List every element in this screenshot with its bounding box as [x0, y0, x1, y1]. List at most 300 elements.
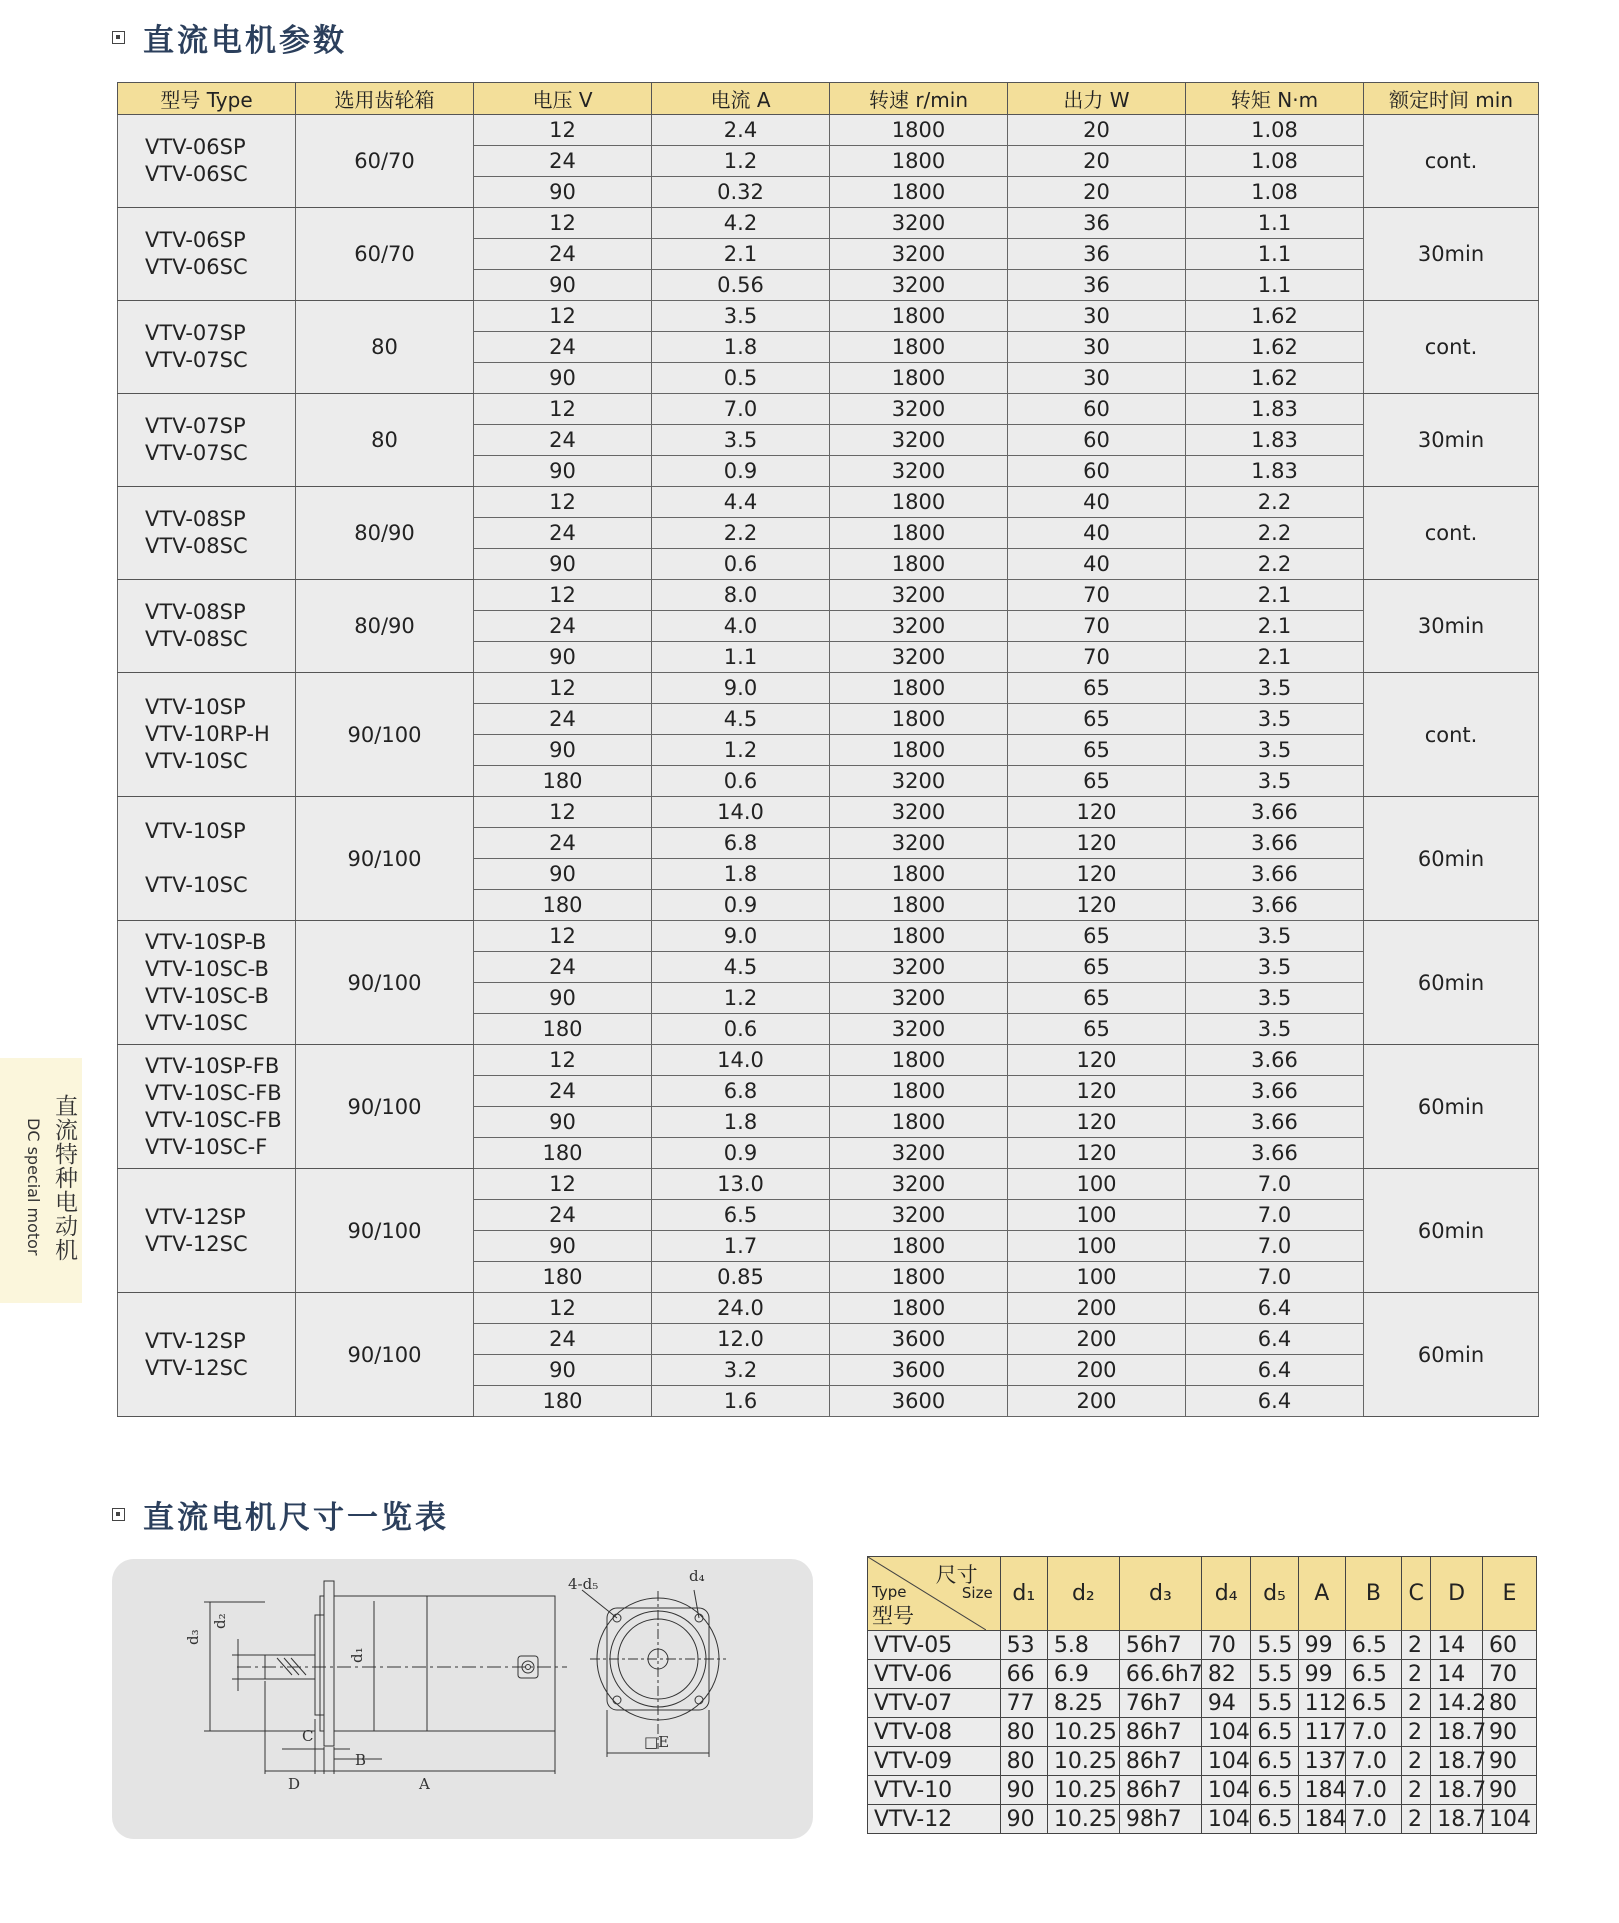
side-tab-english: DC special motor	[24, 1118, 43, 1256]
value-cell: 12	[474, 1169, 652, 1200]
value-cell: 36	[1008, 270, 1186, 301]
table-row	[868, 1805, 1537, 1834]
value-cell: 24	[474, 828, 652, 859]
value-cell: 9.0	[652, 921, 830, 952]
value-cell: 65	[1008, 1014, 1186, 1045]
table-header-row	[868, 1557, 1537, 1631]
value-cell: 90	[1482, 1776, 1536, 1805]
side-view-drawing	[184, 1581, 567, 1793]
table-row	[868, 1776, 1537, 1805]
value-cell: 90	[474, 735, 652, 766]
value-cell: 120	[1008, 828, 1186, 859]
value-cell: 1.8	[652, 332, 830, 363]
value-cell: 3.5	[1186, 704, 1364, 735]
value-cell: 99	[1298, 1660, 1345, 1689]
value-cell: 3.66	[1186, 797, 1364, 828]
value-cell: 104	[1201, 1718, 1250, 1747]
value-cell: 1800	[830, 518, 1008, 549]
value-cell: 30	[1008, 332, 1186, 363]
value-cell: 3.66	[1186, 1045, 1364, 1076]
square-bullet-icon	[112, 31, 125, 44]
value-cell: 12	[474, 673, 652, 704]
gearbox-cell: 90/100	[296, 673, 474, 797]
value-cell: 1800	[830, 146, 1008, 177]
value-cell: 7.0	[1345, 1776, 1401, 1805]
value-cell: 137	[1298, 1747, 1345, 1776]
value-cell: 56h7	[1119, 1631, 1201, 1660]
value-cell: 70	[1482, 1660, 1536, 1689]
table-row	[118, 580, 1539, 611]
value-cell: 104	[1201, 1747, 1250, 1776]
table-row	[868, 1660, 1537, 1689]
value-cell: 10.25	[1047, 1776, 1119, 1805]
value-cell: 12.0	[652, 1324, 830, 1355]
type-cell: VTV-09	[868, 1747, 1001, 1776]
value-cell: 2	[1402, 1776, 1431, 1805]
value-cell: 60	[1008, 456, 1186, 487]
value-cell: 120	[1008, 797, 1186, 828]
column-header: d₂	[1047, 1557, 1119, 1631]
value-cell: 3200	[830, 1014, 1008, 1045]
column-header: A	[1298, 1557, 1345, 1631]
value-cell: 90	[474, 642, 652, 673]
value-cell: 3200	[830, 952, 1008, 983]
type-cell: VTV-12	[868, 1805, 1001, 1834]
value-cell: 24	[474, 518, 652, 549]
value-cell: 3.5	[1186, 673, 1364, 704]
model-cell: VTV-10SP-FB VTV-10SC-FB VTV-10SC-FB VTV-10SC-F	[118, 1045, 296, 1169]
section-title-dimensions	[112, 1492, 449, 1537]
value-cell: 12	[474, 208, 652, 239]
value-cell: 2.1	[652, 239, 830, 270]
table-row	[118, 115, 1539, 146]
value-cell: 90	[474, 456, 652, 487]
value-cell: 13.0	[652, 1169, 830, 1200]
value-cell: 1800	[830, 115, 1008, 146]
value-cell: 120	[1008, 1107, 1186, 1138]
value-cell: 77	[1000, 1689, 1047, 1718]
value-cell: 1800	[830, 704, 1008, 735]
value-cell: 117	[1298, 1718, 1345, 1747]
value-cell: 1.7	[652, 1231, 830, 1262]
table-row	[868, 1689, 1537, 1718]
value-cell: 6.5	[1345, 1660, 1401, 1689]
value-cell: 24	[474, 704, 652, 735]
column-header: E	[1482, 1557, 1536, 1631]
value-cell: 3.2	[652, 1355, 830, 1386]
value-cell: 180	[474, 890, 652, 921]
value-cell: 7.0	[652, 394, 830, 425]
value-cell: 24	[474, 1200, 652, 1231]
value-cell: 7.0	[1186, 1262, 1364, 1293]
column-header: D	[1431, 1557, 1483, 1631]
table-row	[118, 487, 1539, 518]
value-cell: 24	[474, 425, 652, 456]
value-cell: 3.5	[1186, 1014, 1364, 1045]
gearbox-cell: 90/100	[296, 921, 474, 1045]
value-cell: 3.5	[1186, 766, 1364, 797]
value-cell: 100	[1008, 1262, 1186, 1293]
value-cell: 65	[1008, 735, 1186, 766]
value-cell: 0.6	[652, 1014, 830, 1045]
rated-time-cell: 60min	[1364, 1293, 1539, 1417]
value-cell: 0.85	[652, 1262, 830, 1293]
value-cell: 2.1	[1186, 642, 1364, 673]
table-row	[118, 208, 1539, 239]
value-cell: 24	[474, 611, 652, 642]
value-cell: 14.0	[652, 1045, 830, 1076]
value-cell: 80	[1000, 1718, 1047, 1747]
value-cell: 20	[1008, 115, 1186, 146]
gearbox-cell: 90/100	[296, 797, 474, 921]
value-cell: 3.66	[1186, 1107, 1364, 1138]
value-cell: 3200	[830, 797, 1008, 828]
value-cell: 60	[1008, 394, 1186, 425]
label-d1: d₁	[348, 1647, 366, 1663]
value-cell: 3200	[830, 1138, 1008, 1169]
value-cell: 1.1	[652, 642, 830, 673]
value-cell: 100	[1008, 1231, 1186, 1262]
value-cell: 90	[474, 859, 652, 890]
model-cell: VTV-10SP-B VTV-10SC-B VTV-10SC-B VTV-10SC	[118, 921, 296, 1045]
value-cell: 36	[1008, 208, 1186, 239]
value-cell: 1.62	[1186, 363, 1364, 394]
value-cell: 120	[1008, 1045, 1186, 1076]
value-cell: 53	[1000, 1631, 1047, 1660]
value-cell: 1800	[830, 1293, 1008, 1324]
value-cell: 3200	[830, 239, 1008, 270]
value-cell: 2.2	[652, 518, 830, 549]
value-cell: 6.5	[1251, 1776, 1298, 1805]
model-cell: VTV-10SP VTV-10SC	[118, 797, 296, 921]
value-cell: 104	[1201, 1776, 1250, 1805]
value-cell: 0.6	[652, 766, 830, 797]
section-title-text: 直流电机尺寸一览表	[143, 1500, 449, 1536]
column-header: 选用齿轮箱	[296, 83, 474, 115]
value-cell: 184	[1298, 1776, 1345, 1805]
column-header: 转矩 N·m	[1186, 83, 1364, 115]
table-row	[868, 1718, 1537, 1747]
value-cell: 1.83	[1186, 394, 1364, 425]
value-cell: 180	[474, 1262, 652, 1293]
value-cell: 1800	[830, 1262, 1008, 1293]
value-cell: 3.5	[1186, 921, 1364, 952]
table-row	[118, 921, 1539, 952]
table-row	[118, 1045, 1539, 1076]
value-cell: 65	[1008, 952, 1186, 983]
value-cell: 90	[1482, 1747, 1536, 1776]
model-cell: VTV-08SP VTV-08SC	[118, 580, 296, 673]
value-cell: 12	[474, 487, 652, 518]
value-cell: 180	[474, 1014, 652, 1045]
value-cell: 3.66	[1186, 1138, 1364, 1169]
value-cell: 1.1	[1186, 270, 1364, 301]
value-cell: 6.5	[1251, 1718, 1298, 1747]
side-category-tab	[0, 1058, 82, 1303]
value-cell: 86h7	[1119, 1747, 1201, 1776]
value-cell: 0.6	[652, 549, 830, 580]
value-cell: 10.25	[1047, 1718, 1119, 1747]
table-row	[118, 1169, 1539, 1200]
value-cell: 5.5	[1251, 1631, 1298, 1660]
column-header: C	[1402, 1557, 1431, 1631]
value-cell: 120	[1008, 1076, 1186, 1107]
value-cell: 12	[474, 1045, 652, 1076]
value-cell: 14	[1431, 1660, 1483, 1689]
value-cell: 12	[474, 580, 652, 611]
value-cell: 65	[1008, 673, 1186, 704]
value-cell: 6.8	[652, 828, 830, 859]
value-cell: 1800	[830, 363, 1008, 394]
gearbox-cell: 80	[296, 301, 474, 394]
value-cell: 3.5	[1186, 735, 1364, 766]
value-cell: 2	[1402, 1805, 1431, 1834]
column-header: 电压 V	[474, 83, 652, 115]
value-cell: 6.5	[652, 1200, 830, 1231]
corner-header	[868, 1557, 1001, 1631]
value-cell: 4.0	[652, 611, 830, 642]
gearbox-cell: 90/100	[296, 1045, 474, 1169]
column-header: 出力 W	[1008, 83, 1186, 115]
value-cell: 1.62	[1186, 301, 1364, 332]
square-bullet-icon	[112, 1508, 125, 1521]
value-cell: 20	[1008, 177, 1186, 208]
column-header: B	[1345, 1557, 1401, 1631]
value-cell: 65	[1008, 766, 1186, 797]
value-cell: 3.66	[1186, 828, 1364, 859]
model-cell: VTV-07SP VTV-07SC	[118, 394, 296, 487]
value-cell: 65	[1008, 921, 1186, 952]
value-cell: 1.2	[652, 983, 830, 1014]
table-row	[118, 394, 1539, 425]
type-cell: VTV-10	[868, 1776, 1001, 1805]
rated-time-cell: 60min	[1364, 1045, 1539, 1169]
value-cell: 12	[474, 394, 652, 425]
value-cell: 4.5	[652, 952, 830, 983]
value-cell: 3600	[830, 1386, 1008, 1417]
value-cell: 90	[474, 1231, 652, 1262]
value-cell: 90	[474, 983, 652, 1014]
value-cell: 8.25	[1047, 1689, 1119, 1718]
type-cell: VTV-07	[868, 1689, 1001, 1718]
value-cell: 2	[1402, 1747, 1431, 1776]
motor-parameters-table	[117, 82, 1539, 1417]
value-cell: 90	[474, 270, 652, 301]
value-cell: 6.5	[1251, 1747, 1298, 1776]
value-cell: 0.9	[652, 1138, 830, 1169]
value-cell: 2	[1402, 1660, 1431, 1689]
value-cell: 1.83	[1186, 456, 1364, 487]
value-cell: 1800	[830, 549, 1008, 580]
column-header: d₄	[1201, 1557, 1250, 1631]
value-cell: 0.9	[652, 456, 830, 487]
value-cell: 100	[1008, 1200, 1186, 1231]
value-cell: 2	[1402, 1631, 1431, 1660]
value-cell: 90	[1000, 1776, 1047, 1805]
gearbox-cell: 80	[296, 394, 474, 487]
section-title-params	[112, 15, 347, 60]
value-cell: 40	[1008, 518, 1186, 549]
value-cell: 200	[1008, 1293, 1186, 1324]
column-header: 转速 r/min	[830, 83, 1008, 115]
value-cell: 180	[474, 766, 652, 797]
value-cell: 3200	[830, 456, 1008, 487]
value-cell: 1.62	[1186, 332, 1364, 363]
value-cell: 120	[1008, 859, 1186, 890]
value-cell: 90	[474, 1107, 652, 1138]
value-cell: 104	[1482, 1805, 1536, 1834]
value-cell: 80	[1000, 1747, 1047, 1776]
value-cell: 80	[1482, 1689, 1536, 1718]
label-b: B	[355, 1751, 367, 1769]
value-cell: 2	[1402, 1689, 1431, 1718]
value-cell: 2.2	[1186, 518, 1364, 549]
value-cell: 1800	[830, 921, 1008, 952]
value-cell: 4.5	[652, 704, 830, 735]
gearbox-cell: 90/100	[296, 1293, 474, 1417]
value-cell: 1800	[830, 1231, 1008, 1262]
rated-time-cell: 30min	[1364, 580, 1539, 673]
value-cell: 2.1	[1186, 580, 1364, 611]
value-cell: 65	[1008, 983, 1186, 1014]
rated-time-cell: 30min	[1364, 208, 1539, 301]
value-cell: 7.0	[1186, 1200, 1364, 1231]
value-cell: 3200	[830, 208, 1008, 239]
value-cell: 3200	[830, 425, 1008, 456]
value-cell: 24	[474, 146, 652, 177]
rated-time-cell: 60min	[1364, 1169, 1539, 1293]
column-header: d₁	[1000, 1557, 1047, 1631]
value-cell: 7.0	[1186, 1169, 1364, 1200]
section-title-text: 直流电机参数	[143, 23, 347, 59]
value-cell: 3200	[830, 580, 1008, 611]
value-cell: 24	[474, 1076, 652, 1107]
value-cell: 6.8	[652, 1076, 830, 1107]
value-cell: 120	[1008, 890, 1186, 921]
label-4-d5: 4-d₅	[568, 1575, 599, 1593]
value-cell: 24	[474, 332, 652, 363]
value-cell: 0.56	[652, 270, 830, 301]
value-cell: 98h7	[1119, 1805, 1201, 1834]
corner-size-en: Size	[961, 1584, 993, 1602]
value-cell: 1800	[830, 673, 1008, 704]
value-cell: 200	[1008, 1324, 1186, 1355]
value-cell: 180	[474, 1386, 652, 1417]
value-cell: 1.1	[1186, 239, 1364, 270]
value-cell: 1.2	[652, 735, 830, 766]
value-cell: 2.4	[652, 115, 830, 146]
value-cell: 6.5	[1251, 1805, 1298, 1834]
table-row	[868, 1631, 1537, 1660]
value-cell: 65	[1008, 704, 1186, 735]
value-cell: 7.0	[1345, 1747, 1401, 1776]
value-cell: 3.5	[652, 425, 830, 456]
value-cell: 1.08	[1186, 146, 1364, 177]
type-cell: VTV-05	[868, 1631, 1001, 1660]
value-cell: 8.0	[652, 580, 830, 611]
value-cell: 30	[1008, 363, 1186, 394]
value-cell: 1800	[830, 859, 1008, 890]
front-view-drawing	[568, 1567, 726, 1757]
value-cell: 18.7	[1431, 1747, 1483, 1776]
value-cell: 18.7	[1431, 1776, 1483, 1805]
value-cell: 1800	[830, 177, 1008, 208]
corner-diagonal	[868, 1557, 986, 1630]
corner-type-en: Type	[872, 1583, 907, 1601]
value-cell: 12	[474, 301, 652, 332]
value-cell: 90	[474, 549, 652, 580]
model-cell: VTV-08SP VTV-08SC	[118, 487, 296, 580]
value-cell: 7.0	[1345, 1718, 1401, 1747]
value-cell: 1.6	[652, 1386, 830, 1417]
label-a: A	[419, 1775, 430, 1793]
value-cell: 3600	[830, 1355, 1008, 1386]
value-cell: 120	[1008, 1138, 1186, 1169]
value-cell: 200	[1008, 1355, 1186, 1386]
rated-time-cell: cont.	[1364, 301, 1539, 394]
value-cell: 60	[1482, 1631, 1536, 1660]
rated-time-cell: cont.	[1364, 487, 1539, 580]
value-cell: 20	[1008, 146, 1186, 177]
value-cell: 24	[474, 1324, 652, 1355]
value-cell: 70	[1008, 611, 1186, 642]
value-cell: 90	[474, 1355, 652, 1386]
rated-time-cell: 30min	[1364, 394, 1539, 487]
value-cell: 3.66	[1186, 859, 1364, 890]
value-cell: 7.0	[1186, 1231, 1364, 1262]
value-cell: 70	[1008, 580, 1186, 611]
value-cell: 86h7	[1119, 1776, 1201, 1805]
value-cell: 7.0	[1345, 1805, 1401, 1834]
value-cell: 2.1	[1186, 611, 1364, 642]
corner-type-cn: 型号	[872, 1604, 914, 1628]
value-cell: 99	[1298, 1631, 1345, 1660]
column-header: 额定时间 min	[1364, 83, 1539, 115]
value-cell: 36	[1008, 239, 1186, 270]
gearbox-cell: 80/90	[296, 487, 474, 580]
model-cell: VTV-12SP VTV-12SC	[118, 1293, 296, 1417]
value-cell: 30	[1008, 301, 1186, 332]
value-cell: 3.66	[1186, 1076, 1364, 1107]
value-cell: 40	[1008, 487, 1186, 518]
label-d3: d₃	[184, 1629, 202, 1645]
value-cell: 90	[474, 177, 652, 208]
value-cell: 180	[474, 1138, 652, 1169]
value-cell: 3200	[830, 983, 1008, 1014]
label-d: D	[288, 1775, 301, 1793]
value-cell: 4.2	[652, 208, 830, 239]
value-cell: 40	[1008, 549, 1186, 580]
value-cell: 90	[474, 363, 652, 394]
model-cell: VTV-06SP VTV-06SC	[118, 115, 296, 208]
value-cell: 2	[1402, 1718, 1431, 1747]
value-cell: 104	[1201, 1805, 1250, 1834]
value-cell: 5.8	[1047, 1631, 1119, 1660]
rated-time-cell: 60min	[1364, 797, 1539, 921]
side-tab-chinese: 直流特种电动机	[51, 1094, 77, 1262]
value-cell: 76h7	[1119, 1689, 1201, 1718]
value-cell: 12	[474, 797, 652, 828]
value-cell: 5.5	[1251, 1689, 1298, 1718]
value-cell: 3.5	[652, 301, 830, 332]
value-cell: 1.8	[652, 859, 830, 890]
value-cell: 100	[1008, 1169, 1186, 1200]
value-cell: 14.0	[652, 797, 830, 828]
value-cell: 3.5	[1186, 952, 1364, 983]
value-cell: 3600	[830, 1324, 1008, 1355]
model-cell: VTV-12SP VTV-12SC	[118, 1169, 296, 1293]
value-cell: 90	[1482, 1718, 1536, 1747]
